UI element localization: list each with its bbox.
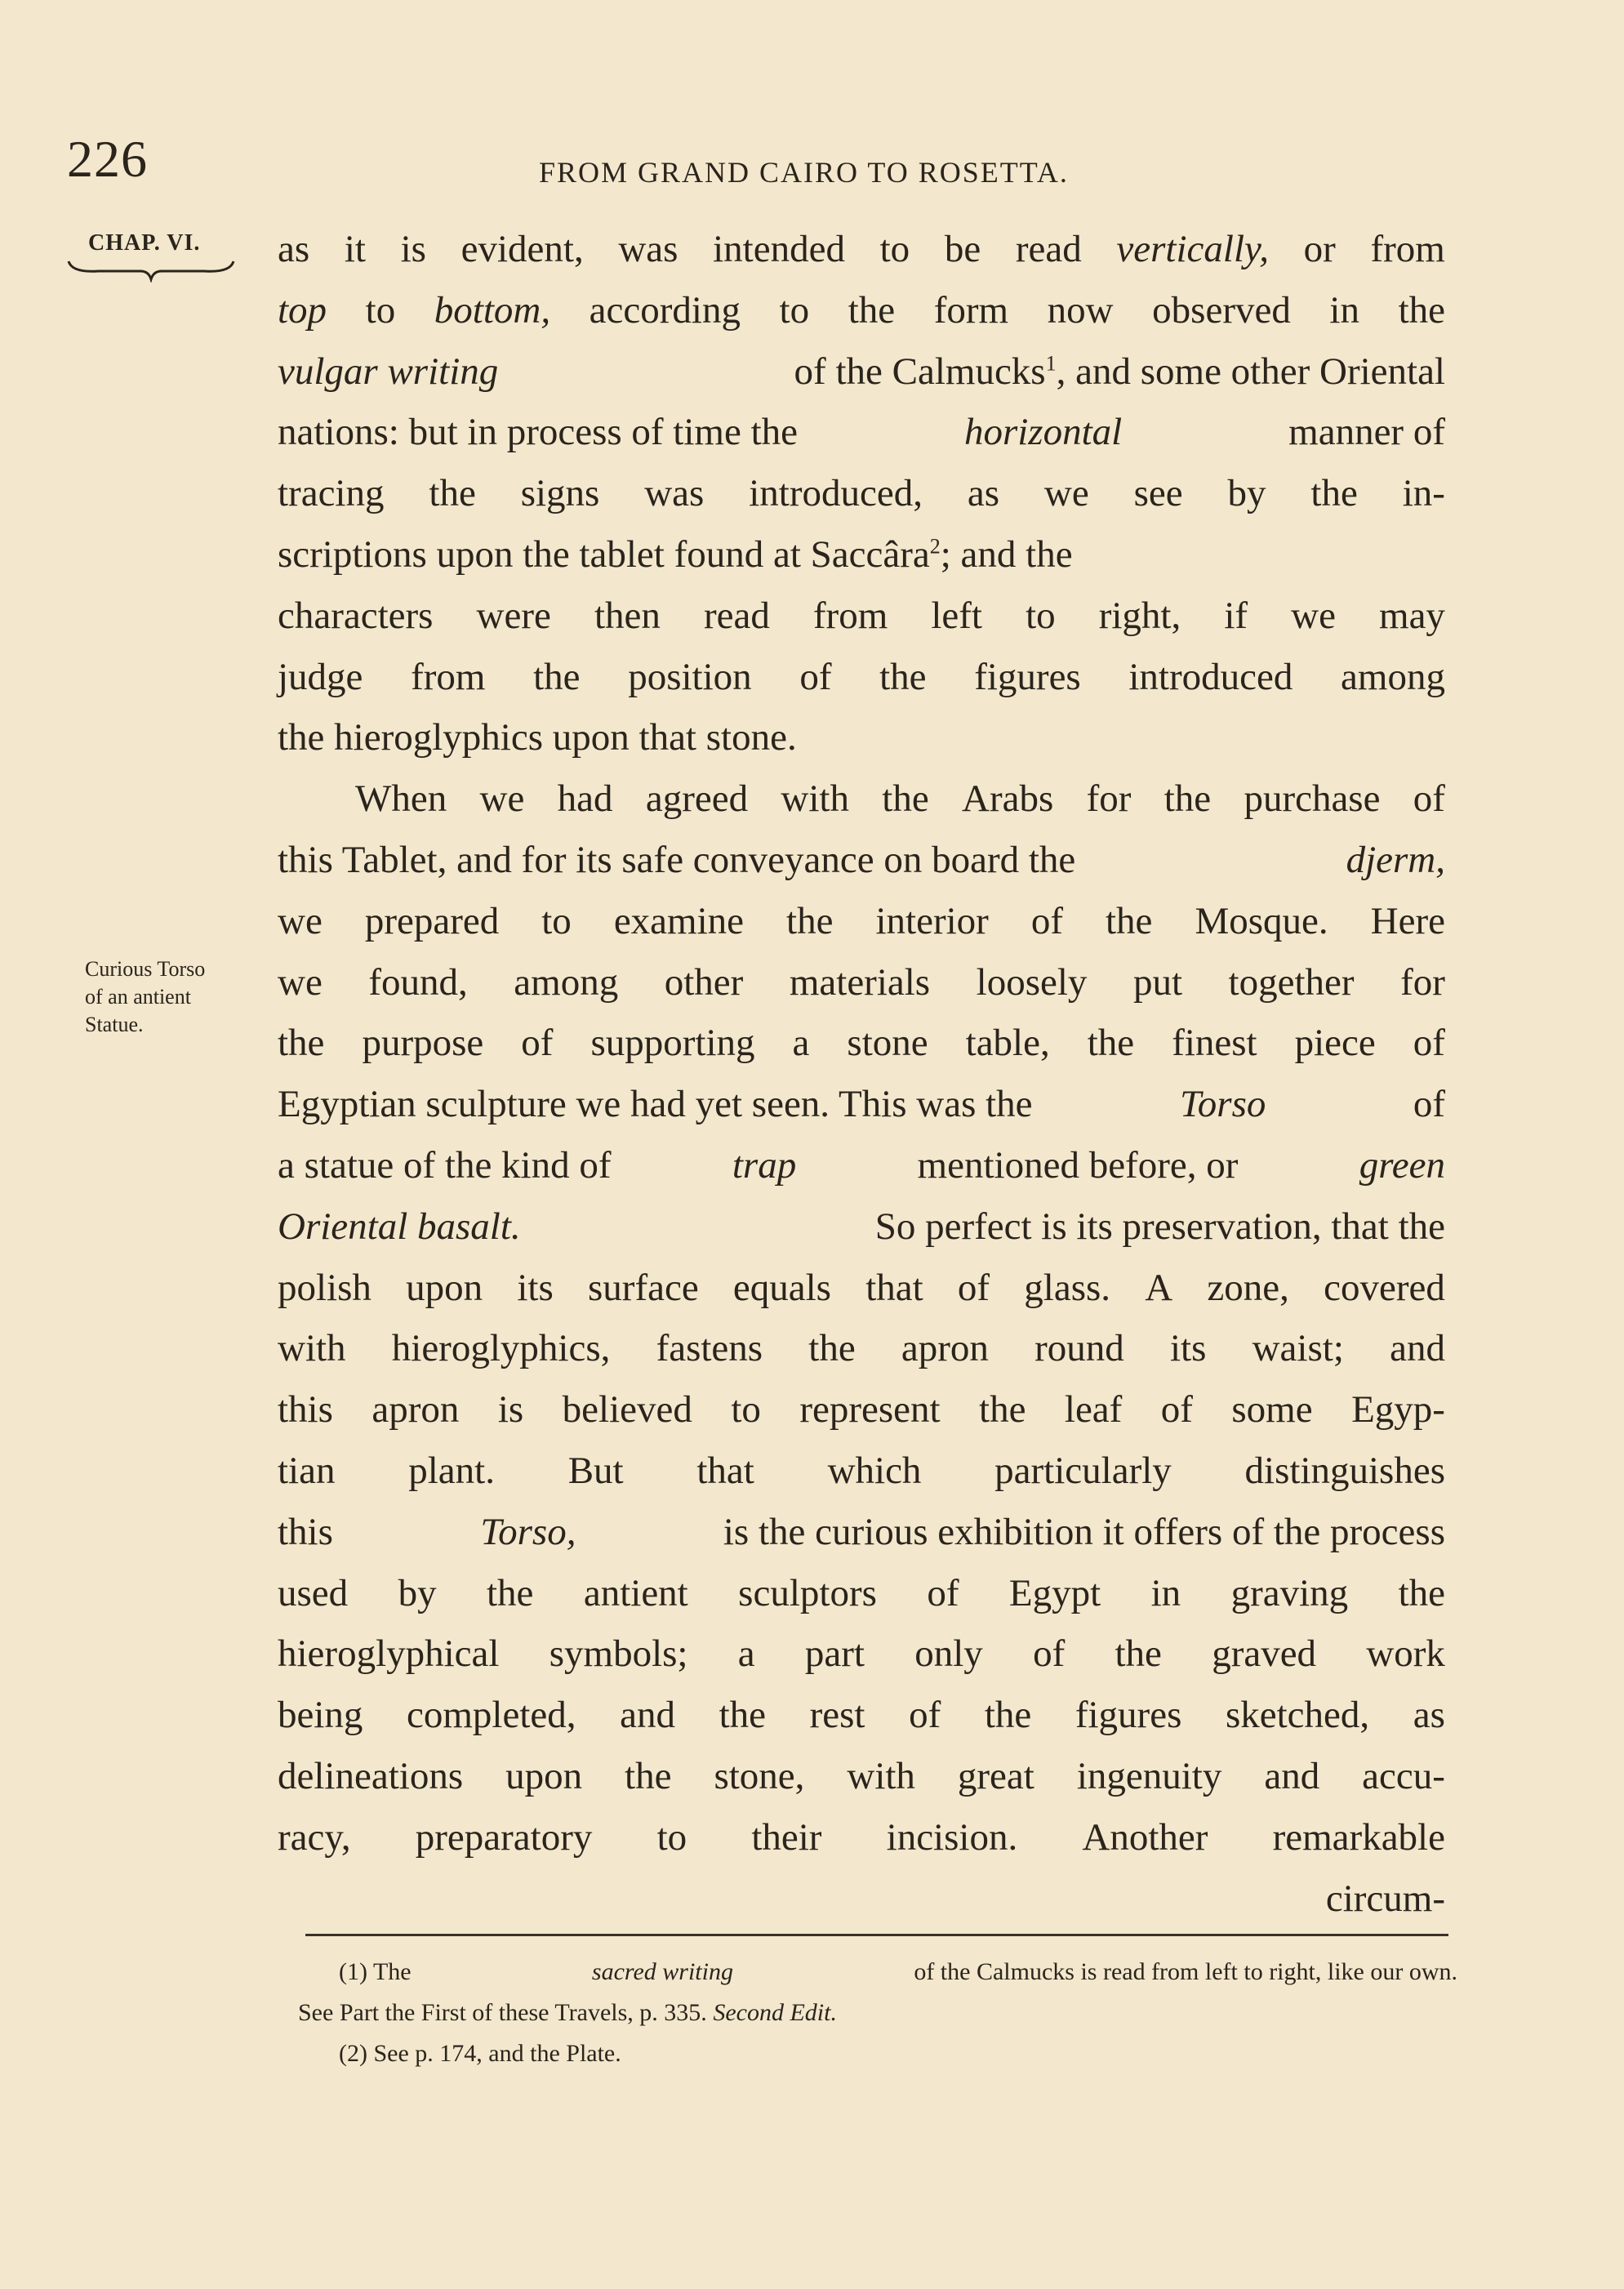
text-line: scriptions upon the tablet found at Saccâra$^2$; and the — [278, 532, 1073, 576]
text-line: as it is evident, was intended to be read vertically, or from — [278, 228, 1445, 270]
text-line: judge from the position of the figures introduced among — [278, 655, 1445, 698]
marginal-note — [85, 955, 273, 1039]
text-line: characters were then read from left to right, if we may — [278, 594, 1445, 637]
body-text — [278, 219, 1445, 1929]
text-line: this apron is believed to represent the leaf of some Egyp- — [278, 1388, 1445, 1432]
running-head: FROM GRAND CAIRO TO ROSETTA. — [539, 156, 1069, 189]
text-line: Oriental basalt. So perfect is its preservation, that the — [278, 1205, 1445, 1248]
text-line: vulgar writing of the Calmucks$^1$, and some other Oriental — [278, 350, 1445, 393]
text-line: hieroglyphical symbols; a part only of the graved work — [278, 1632, 1445, 1676]
marginal-note-line: of an antient — [85, 985, 191, 1009]
text-line: with hieroglyphics, fastens the apron round its waist; and — [278, 1327, 1445, 1370]
text-line: a statue of the kind of trap mentioned before, or green — [278, 1143, 1445, 1187]
text-line: we found, among other materials loosely put together for — [278, 960, 1445, 1004]
text-line: this Tablet, and for its safe conveyance on board the djerm, — [278, 838, 1445, 881]
footnotes — [298, 1952, 1457, 2074]
text-line: Egyptian sculpture we had yet seen. This was the Torso of — [278, 1083, 1445, 1126]
text-line: used by the antient sculptors of Egypt in graving the — [278, 1571, 1445, 1614]
footnote-1-continued: See Part the First of these Travels, p. 335. Second Edit. — [298, 1999, 837, 2026]
text-line: tian plant. But that which particularly distinguishes — [278, 1449, 1445, 1492]
text-line: being completed, and the rest of the figures sketched, as — [278, 1694, 1445, 1737]
footnote-rule — [305, 1934, 1448, 1936]
text-line: nations: but in process of time the horizontal manner of — [278, 411, 1445, 454]
text-line: we prepared to examine the interior of the Mosque. Here — [278, 899, 1445, 942]
text-line: delineations upon the stone, with great ingenuity and accu- — [278, 1754, 1445, 1797]
page-number: 226 — [67, 130, 148, 188]
text-line: polish upon its surface equals that of glass. A zone, covered — [278, 1266, 1445, 1309]
footnote-2: (2) See p. 174, and the Plate. — [339, 2040, 621, 2067]
text-line: the hieroglyphics upon that stone. — [278, 716, 797, 759]
chapter-label: CHAP. VI. — [88, 230, 201, 256]
text-line: top to bottom, according to the form now observed in the — [278, 288, 1445, 332]
text-line: racy, preparatory to their incision. Another remarkable — [278, 1815, 1445, 1859]
catchword: circum- — [1325, 1877, 1445, 1920]
marginal-note-line: Curious Torso — [85, 957, 206, 981]
marginal-note-line: Statue. — [85, 1013, 144, 1036]
text-line: the purpose of supporting a stone table, the finest piece of — [278, 1022, 1445, 1065]
text-line: this Torso, is the curious exhibition it offers of the process — [278, 1510, 1445, 1553]
chapter-brace-icon — [65, 258, 237, 283]
text-line: When we had agreed with the Arabs for the purchase of — [355, 777, 1445, 821]
text-line: tracing the signs was introduced, as we see by the in- — [278, 472, 1445, 515]
footnote-1: (1) The sacred writing of the Calmucks is read from left to right, like our own. — [339, 1958, 1457, 1985]
